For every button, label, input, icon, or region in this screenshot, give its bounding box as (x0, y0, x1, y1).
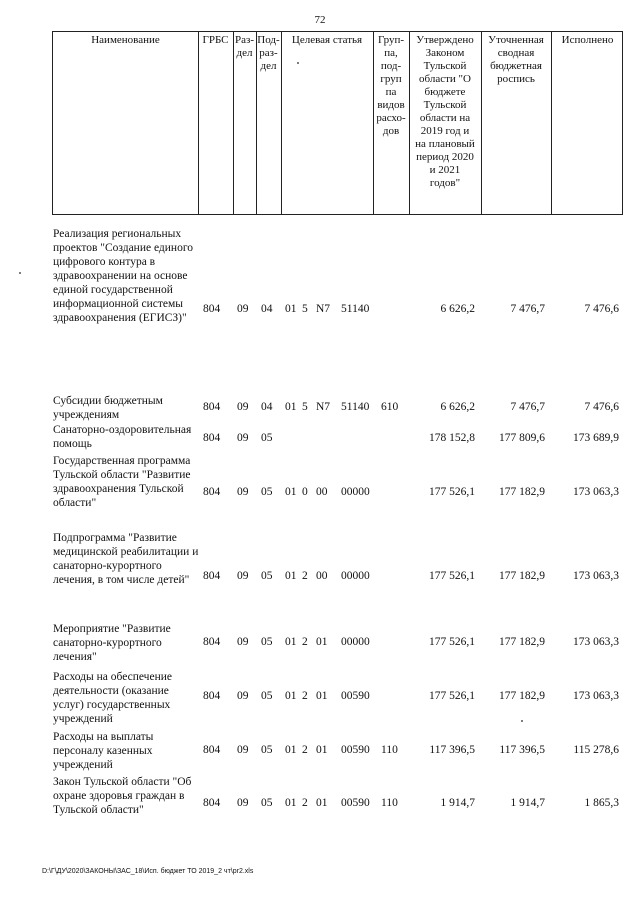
row-name: Реализация региональных проектов "Создание единого цифрового контура в здравоохранении на основе единой государственной информационной системы здравоохранения (ЕГИСЗ)" (53, 228, 193, 324)
cell-razdel: 09 (237, 744, 249, 756)
cell-razdel: 09 (237, 303, 249, 315)
header-target: Целевая статья (291, 34, 363, 46)
header-refined: Уточненная сводная бюджетная роспись (488, 34, 544, 85)
cell-target-direction: 00000 (341, 570, 370, 582)
cell-grbs: 804 (203, 797, 221, 809)
header-approved: Утверждено Законом Тульской области "О бюджете Тульской области на 2019 год и на плановый период 2020 и 2021 годов" (415, 34, 475, 189)
cell-target-direction: 00000 (341, 636, 370, 648)
cell-grbs: 804 (203, 401, 221, 413)
cell-refined: 117 396,5 (499, 744, 545, 756)
cell-refined: 177 809,6 (499, 432, 545, 444)
cell-target-event: N7 (316, 401, 331, 413)
file-path-footer: D:\Г\ДУ\2020\ЗАКОНЫ\ЗАС_18\Исп. бюджет ТО 2019_2 чт\pr2.xls (42, 868, 254, 875)
cell-group: 110 (381, 797, 398, 809)
page-number: 72 (314, 14, 326, 26)
cell-podrazdel: 05 (261, 797, 273, 809)
row-name: Субсидии бюджетным учреждениям (53, 395, 163, 421)
cell-approved: 1 914,7 (440, 797, 475, 809)
cell-approved: 117 396,5 (429, 744, 475, 756)
cell-target-subprogram: 5 (302, 401, 308, 413)
row-name: Расходы на обеспечение деятельности (оказание услуг) государственных учреждений (53, 671, 172, 725)
cell-target-direction: 00590 (341, 690, 370, 702)
cell-razdel: 09 (237, 432, 249, 444)
cell-approved: 177 526,1 (429, 636, 475, 648)
cell-razdel: 09 (237, 797, 249, 809)
cell-executed: 1 865,3 (584, 797, 619, 809)
cell-target-event: 01 (316, 797, 328, 809)
cell-target-program: 01 (285, 690, 297, 702)
cell-refined: 7 476,7 (510, 303, 545, 315)
cell-target-direction: 00590 (341, 797, 370, 809)
cell-executed: 173 063,3 (573, 486, 619, 498)
row-name: Закон Тульской области "Об охране здоровья граждан в Тульской области" (53, 776, 192, 816)
cell-target-program: 01 (285, 486, 297, 498)
cell-executed: 173 063,3 (573, 636, 619, 648)
cell-group: 110 (381, 744, 398, 756)
cell-executed: 173 689,9 (573, 432, 619, 444)
cell-podrazdel: 04 (261, 303, 273, 315)
cell-approved: 6 626,2 (440, 303, 475, 315)
cell-target-event: 00 (316, 486, 328, 498)
cell-target-event: 00 (316, 570, 328, 582)
header-group: Груп- па, под- груп па видов расхо- дов (376, 34, 406, 137)
cell-approved: 177 526,1 (429, 690, 475, 702)
cell-group: 610 (381, 401, 399, 413)
cell-target-direction: 51140 (341, 401, 370, 413)
row-name: Подпрограмма "Развитие медицинской реабилитации и санаторно-курортного лечения, в том числе детей" (53, 532, 199, 586)
cell-refined: 7 476,7 (510, 401, 545, 413)
cell-target-event: N7 (316, 303, 331, 315)
cell-refined: 177 182,9 (499, 570, 545, 582)
cell-grbs: 804 (203, 303, 221, 315)
cell-approved: 6 626,2 (440, 401, 475, 413)
cell-grbs: 804 (203, 636, 221, 648)
row-name: Расходы на выплаты персоналу казенных учреждений (53, 731, 154, 771)
cell-target-direction: 00000 (341, 486, 370, 498)
cell-target-program: 01 (285, 797, 297, 809)
cell-grbs: 804 (203, 432, 221, 444)
cell-grbs: 804 (203, 690, 221, 702)
cell-podrazdel: 05 (261, 570, 273, 582)
cell-target-event: 01 (316, 744, 328, 756)
cell-target-subprogram: 5 (302, 303, 308, 315)
cell-target-direction: 00590 (341, 744, 370, 756)
cell-executed: 7 476,6 (584, 303, 619, 315)
cell-razdel: 09 (237, 636, 249, 648)
cell-refined: 177 182,9 (499, 636, 545, 648)
cell-razdel: 09 (237, 401, 249, 413)
cell-target-program: 01 (285, 303, 297, 315)
cell-refined: 177 182,9 (499, 486, 545, 498)
cell-razdel: 09 (237, 486, 249, 498)
cell-executed: 173 063,3 (573, 690, 619, 702)
cell-target-program: 01 (285, 570, 297, 582)
cell-executed: 7 476,6 (584, 401, 619, 413)
cell-target-direction: 51140 (341, 303, 370, 315)
header-razdel: Раз- дел (234, 34, 254, 59)
cell-refined: 177 182,9 (499, 690, 545, 702)
cell-refined: 1 914,7 (510, 797, 545, 809)
cell-target-subprogram: 2 (302, 570, 308, 582)
cell-podrazdel: 05 (261, 636, 273, 648)
cell-target-program: 01 (285, 636, 297, 648)
cell-approved: 177 526,1 (429, 486, 475, 498)
scan-speck (521, 720, 523, 722)
row-name: Государственная программа Тульской области "Развитие здравоохранения Тульской области" (53, 455, 191, 509)
cell-target-subprogram: 2 (302, 690, 308, 702)
cell-podrazdel: 04 (261, 401, 273, 413)
cell-podrazdel: 05 (261, 432, 273, 444)
cell-target-event: 01 (316, 636, 328, 648)
cell-razdel: 09 (237, 570, 249, 582)
cell-podrazdel: 05 (261, 690, 273, 702)
cell-approved: 177 526,1 (429, 570, 475, 582)
cell-grbs: 804 (203, 570, 221, 582)
cell-approved: 178 152,8 (429, 432, 475, 444)
cell-target-subprogram: 2 (302, 636, 308, 648)
cell-target-subprogram: 0 (302, 486, 308, 498)
cell-target-event: 01 (316, 690, 328, 702)
cell-grbs: 804 (203, 486, 221, 498)
row-name: Санаторно-оздоровительная помощь (53, 424, 192, 450)
cell-target-program: 01 (285, 744, 297, 756)
cell-target-program: 01 (285, 401, 297, 413)
cell-razdel: 09 (237, 690, 249, 702)
header-podrazdel: Под- раз- дел (257, 34, 280, 72)
cell-target-subprogram: 2 (302, 797, 308, 809)
header-name: Наименование (91, 34, 160, 46)
scan-speck (297, 62, 299, 64)
cell-executed: 173 063,3 (573, 570, 619, 582)
cell-target-subprogram: 2 (302, 744, 308, 756)
cell-podrazdel: 05 (261, 486, 273, 498)
scan-speck (19, 272, 21, 274)
header-executed: Исполнено (561, 34, 614, 46)
cell-podrazdel: 05 (261, 744, 273, 756)
cell-grbs: 804 (203, 744, 221, 756)
table-header (52, 31, 623, 215)
row-name: Мероприятие "Развитие санаторно-курортного лечения" (53, 623, 171, 663)
header-grbs: ГРБС (202, 34, 229, 46)
cell-executed: 115 278,6 (573, 744, 619, 756)
